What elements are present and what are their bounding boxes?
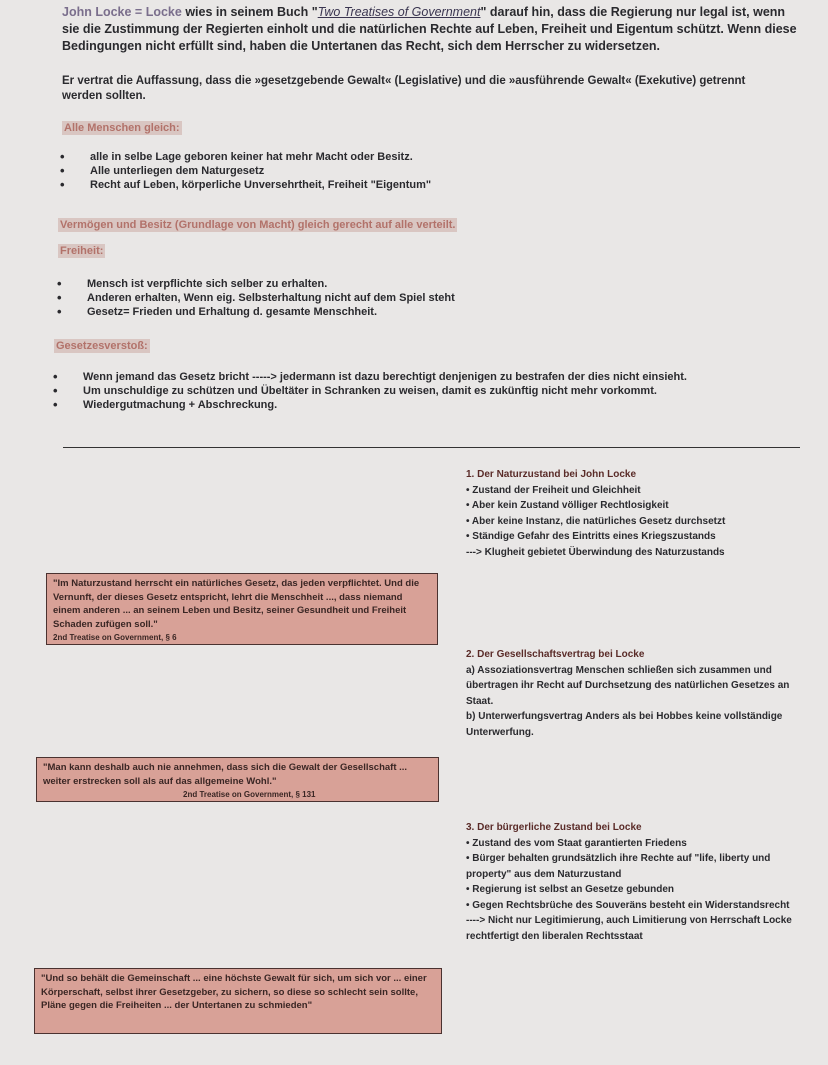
text-line: übertragen ihr Recht auf Durchsetzung des natürlichen Gesetzes an (466, 680, 790, 691)
list-alle-gleich (60, 150, 660, 192)
quote-box-allgemeine-wohl (36, 757, 439, 802)
quote-box-hoechste-gewalt (34, 968, 442, 1034)
author-name: John Locke = Locke (62, 5, 182, 19)
quote-source: 2nd Treatise on Government, § 131 (183, 790, 316, 799)
text-line: • Bürger behalten grundsätzlich ihre Rechte auf "life, liberty und (466, 853, 771, 864)
heading-vermoegen: Vermögen und Besitz (Grundlage von Macht) gleich gerecht auf alle verteilt. (60, 219, 456, 231)
text-line: a) Assoziationsvertrag Menschen schließen sich zusammen und (466, 664, 772, 676)
list-item: • Gesetz= Frieden und Erhaltung d. gesamte Menschheit. (57, 305, 657, 319)
heading-gesetzesverstoss: Gesetzesverstoß: (56, 340, 148, 352)
naturzustand-title: 1. Der Naturzustand bei John Locke (466, 469, 637, 480)
text-line: ---> Klugheit gebietet Überwindung des Naturzustands (466, 546, 725, 558)
list-freiheit (57, 277, 657, 319)
quote-text: "Und so behält die Gemeinschaft ... eine höchste Gewalt für sich, um sich vor ... einer Körperschaft, selbst ihrer Gesetzgeber, zu sichern, so diese so schlecht sein sollte, Pläne gegen die Freiheiten ... der Untertanen zu schmieden" (41, 973, 427, 1011)
text-line: ----> Nicht nur Legitimierung, auch Limitierung von Herrschaft Locke (466, 915, 792, 926)
text-line: property" aus dem Naturzustand (466, 868, 622, 880)
text-line: b) Unterwerfungsvertrag Anders als bei Hobbes keine vollständige (466, 711, 783, 722)
text-line: • Zustand des vom Staat garantierten Friedens (466, 837, 687, 849)
text-line: • Regierung ist selbst an Gesetze gebunden (466, 884, 674, 895)
list-item: • Alle unterliegen dem Naturgesetz (60, 164, 660, 178)
list-item: • Wiedergutmachung + Abschreckung. (53, 398, 753, 412)
list-item: • Um unschuldige zu schützen und Übeltäter in Schranken zu weisen, damit es zukünftig nicht mehr vorkommt. (53, 384, 753, 398)
intro-paragraph (62, 4, 802, 55)
list-item: • Mensch ist verpflichte sich selber zu erhalten. (57, 277, 657, 291)
heading-alle-gleich: Alle Menschen gleich: (64, 122, 180, 134)
text-line: • Gegen Rechtsbrüche des Souveräns besteht ein Widerstandsrecht (466, 899, 790, 911)
intro-text-end: " darauf hin, dass die Regierung nur legal ist, wenn sie die Zustimmung der Regierten einholt und die natürlichen Rechte auf Leben, Freiheit und Eigentum schützt. Wenn diese Bedingungen nicht erfüllt sind, haben die Untertanen das Recht, sich dem Herrscher zu widersetzen. (62, 5, 797, 53)
text-line: • Zustand der Freiheit und Gleichheit (466, 484, 641, 496)
quote-source: 2nd Treatise on Government, § 6 (53, 633, 177, 642)
list-item: • alle in selbe Lage geboren keiner hat mehr Macht oder Besitz. (60, 150, 660, 164)
intro-text-start: wies in seinem Buch " (181, 5, 318, 19)
quote-box-naturgesetz (46, 573, 438, 645)
list-gesetzesverstoss (53, 370, 753, 412)
separation-of-powers-paragraph: Er vertrat die Auffassung, dass die »gesetzgebende Gewalt« (Legislative) und die »ausführende Gewalt« (Exekutive) getrennt werden sollten. (62, 75, 746, 102)
list-item: • Wenn jemand das Gesetz bricht -----> jedermann ist dazu berechtigt denjenigen zu bestrafen der dies nicht einsieht. (53, 370, 753, 384)
list-item: • Recht auf Leben, körperliche Unversehrtheit, Freiheit "Eigentum" (60, 178, 660, 192)
gesellschaftsvertrag-section (466, 647, 816, 740)
text-line: rechtfertigt den liberalen Rechtsstaat (466, 930, 643, 942)
text-line: Unterwerfung. (466, 726, 534, 738)
book-title: Two Treatises of Government (317, 5, 481, 19)
section-divider (63, 447, 800, 448)
gesellschaftsvertrag-title: 2. Der Gesellschaftsvertrag bei Locke (466, 649, 645, 660)
text-line: Staat. (466, 695, 494, 707)
buergerlicher-zustand-title: 3. Der bürgerliche Zustand bei Locke (466, 822, 642, 833)
text-line: • Aber keine Instanz, die natürliches Gesetz durchsetzt (466, 515, 726, 527)
quote-text: "Im Naturzustand herrscht ein natürliches Gesetz, das jeden verpflichtet. Und die Vernunft, der dieses Gesetz entspricht, lehrt die Menschheit ..., dass niemand einem anderen ... an seinem Leben und Besitz, seiner Gesundheit und Freiheit Schaden zufügen soll." (53, 578, 420, 630)
text-line: • Aber kein Zustand völliger Rechtlosigkeit (466, 500, 669, 511)
text-line: • Ständige Gefahr des Eintritts eines Kriegszustands (466, 531, 716, 542)
naturzustand-section (466, 467, 816, 560)
heading-freiheit: Freiheit: (60, 245, 104, 257)
list-item: • Anderen erhalten, Wenn eig. Selbsterhaltung nicht auf dem Spiel steht (57, 291, 657, 305)
quote-text: "Man kann deshalb auch nie annehmen, dass sich die Gewalt der Gesellschaft ... weiter erstrecken soll als auf das allgemeine Wohl." (43, 762, 408, 787)
buergerlicher-zustand-section (466, 820, 816, 944)
